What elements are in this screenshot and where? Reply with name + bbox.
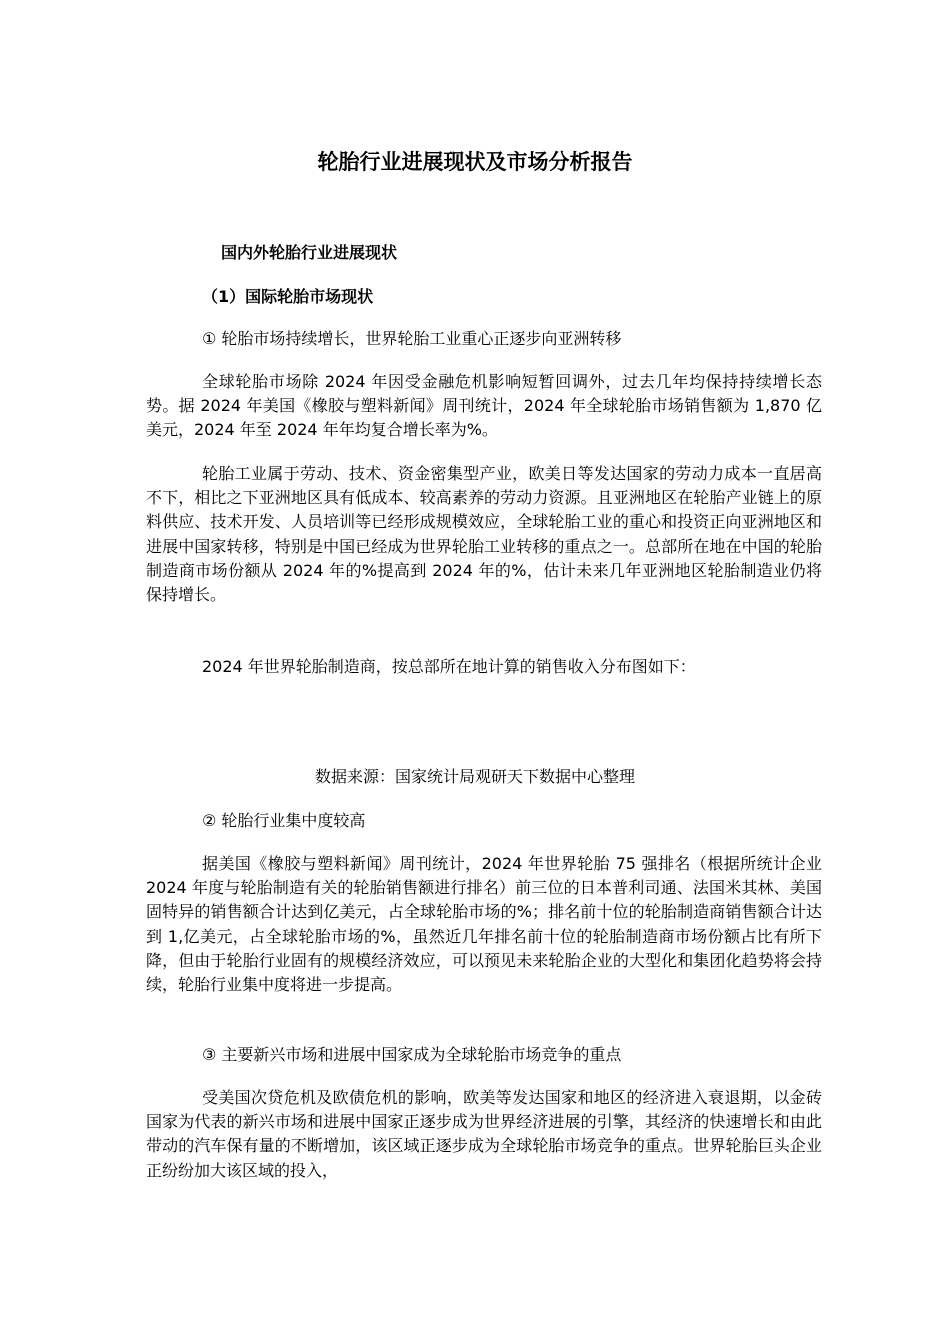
subsection-heading: （1）国际轮胎市场现状 <box>202 287 374 306</box>
chart-placeholder <box>146 690 822 756</box>
point-1-paragraph-3: 2024 年世界轮胎制造商，按总部所在地计算的销售收入分布图如下： <box>202 657 696 676</box>
data-source-note: 数据来源：国家统计局观研天下数据中心整理 <box>314 767 635 786</box>
point-1-title: ① 轮胎市场持续增长，世界轮胎工业重心正逐步向亚洲转移 <box>202 329 622 348</box>
section-heading: 国内外轮胎行业进展现状 <box>221 243 398 262</box>
point-1-paragraph-1: 全球轮胎市场除 2024 年因受金融危机影响短暂回调外，过去几年均保持持续增长态势。据 2024 年美国《橡胶与塑料新闻》周刊统计，2024 年全球轮胎市场销售额为 1,870 亿美元，2024 年至 2024 年年均复合增长率为%。 <box>146 372 822 440</box>
point-1-paragraph-2: 轮胎工业属于劳动、技术、资金密集型产业，欧美日等发达国家的劳动力成本一直居高不下，相比之下亚洲地区具有低成本、较高素养的劳动力资源。且亚洲地区在轮胎产业链上的原料供应、技术开发、人员培训等已经形成规模效应，全球轮胎工业的重心和投资正向亚洲地区和进展中国家转移，特别是中国已经成为世界轮胎工业转移的重点之一。总部所在地在中国的轮胎制造商市场份额从 2024 年的%提高到 2024 年的%，估计未来几年亚洲地区轮胎制造业仍将保持增长。 <box>146 464 822 605</box>
point-2-paragraph-1: 据美国《橡胶与塑料新闻》周刊统计，2024 年世界轮胎 75 强排名（根据所统计企业 2024 年度与轮胎制造有关的轮胎销售额进行排名）前三位的日本普利司通、法国米其林、美国固特异的销售额合计达到亿美元，占全球轮胎市场的%；排名前十位的轮胎制造商销售额合计达到 1,亿美元，占全球轮胎市场的%，虽然近几年排名前十位的轮胎制造商市场份额占比有所下降，但由于轮胎行业固有的规模经济效应，可以预见未来轮胎企业的大型化和集团化趋势将会持续，轮胎行业集中度将进一步提高。 <box>146 854 822 995</box>
point-2-title: ② 轮胎行业集中度较高 <box>202 811 366 830</box>
document-title: 轮胎行业进展现状及市场分析报告 <box>317 150 633 174</box>
point-3-title: ③ 主要新兴市场和进展中国家成为全球轮胎市场竞争的重点 <box>202 1045 622 1064</box>
point-3-paragraph-1: 受美国次贷危机及欧债危机的影响，欧美等发达国家和地区的经济进入衰退期，以金砖国家为代表的新兴市场和进展中国家正逐步成为世界经济进展的引擎，其经济的快速增长和由此带动的汽车保有量的不断增加，该区域正逐步成为全球轮胎市场竞争的重点。世界轮胎巨头企业正纷纷加大该区域的投入， <box>146 1088 822 1180</box>
